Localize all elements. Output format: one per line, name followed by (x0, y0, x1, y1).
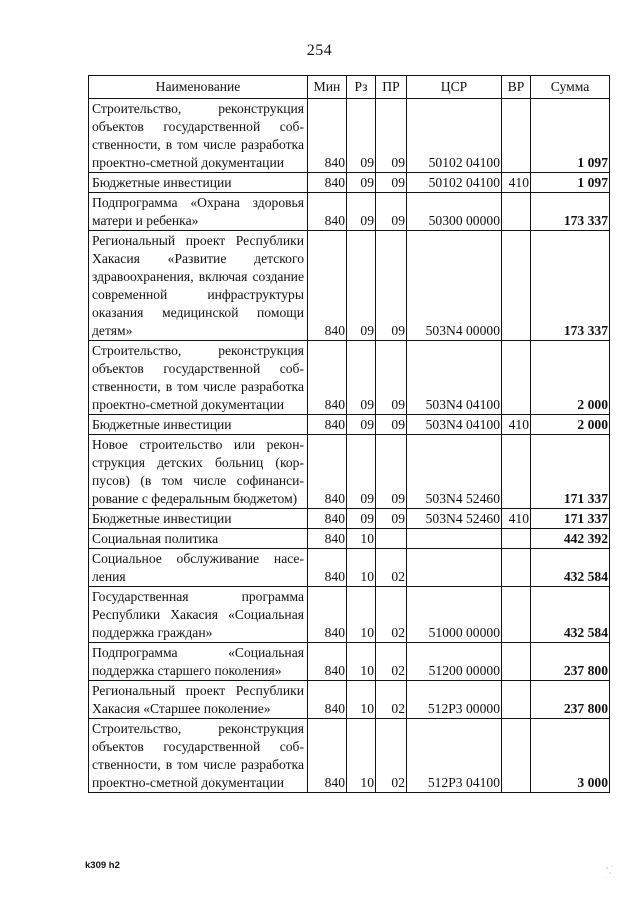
row-name: Социальная политика (89, 529, 308, 549)
table-row (89, 435, 610, 509)
row-sum: 237 800 (531, 643, 610, 681)
row-vr (502, 341, 531, 415)
row-min: 840 (308, 643, 347, 681)
row-name: Подпрограмма «Социальная поддержка старшего поколения» (89, 643, 308, 681)
row-vr (502, 643, 531, 681)
table-row (89, 549, 610, 587)
table-row (89, 587, 610, 643)
row-pr: 09 (376, 435, 407, 509)
table-row (89, 681, 610, 719)
row-vr: 410 (502, 509, 531, 529)
table-row (89, 529, 610, 549)
table-row (89, 99, 610, 173)
table-header-row (89, 76, 610, 99)
row-min: 840 (308, 193, 347, 231)
row-name: Бюджетные инвестиции (89, 415, 308, 435)
row-rz: 09 (347, 99, 376, 173)
row-csr: 512P3 04100 (407, 719, 502, 793)
row-name: Социальное обслуживание населения (89, 549, 308, 587)
header-csr: ЦСР (407, 76, 502, 99)
row-rz: 10 (347, 549, 376, 587)
row-csr: 503N4 04100 (407, 415, 502, 435)
header-sum: Сумма (531, 76, 610, 99)
row-vr (502, 99, 531, 173)
row-name: Региональный проект Республики Хакасия «Старшее поколение» (89, 681, 308, 719)
row-sum: 2 000 (531, 341, 610, 415)
row-name: Строительство, реконструкция объектов государственной собственности, в том числе разработка проектно-сметной документации (89, 341, 308, 415)
row-csr: 50102 04100 (407, 173, 502, 193)
row-sum: 432 584 (531, 549, 610, 587)
row-min: 840 (308, 415, 347, 435)
row-min: 840 (308, 341, 347, 415)
row-rz: 09 (347, 231, 376, 341)
row-pr: 02 (376, 643, 407, 681)
row-vr (502, 193, 531, 231)
row-pr (376, 529, 407, 549)
row-rz: 10 (347, 587, 376, 643)
row-name: Новое строительство или реконструкция детских больниц (корпусов) (в том числе софинансирование с федеральным бюджетом) (89, 435, 308, 509)
header-min: Мин (308, 76, 347, 99)
row-sum: 3 000 (531, 719, 610, 793)
table-row (89, 231, 610, 341)
row-csr (407, 529, 502, 549)
row-name: Строительство, реконструкция объектов государственной собственности, в том числе разработка проектно-сметной документации (89, 719, 308, 793)
row-sum: 442 392 (531, 529, 610, 549)
table-row (89, 509, 610, 529)
row-csr: 503N4 52460 (407, 435, 502, 509)
row-vr (502, 435, 531, 509)
row-csr (407, 549, 502, 587)
row-pr: 02 (376, 587, 407, 643)
row-name: Бюджетные инвестиции (89, 173, 308, 193)
row-pr: 09 (376, 193, 407, 231)
row-vr (502, 587, 531, 643)
header-rz: Рз (347, 76, 376, 99)
row-rz: 10 (347, 719, 376, 793)
row-sum: 173 337 (531, 193, 610, 231)
row-name: Региональный проект Республики Хакасия «Развитие детского здравоохранения, включая создание современной инфраструктуры оказания медицинской помощи детям» (89, 231, 308, 341)
row-csr: 503N4 04100 (407, 341, 502, 415)
scan-artifact (603, 863, 617, 881)
row-vr: 410 (502, 415, 531, 435)
row-min: 840 (308, 231, 347, 341)
row-csr: 51000 00000 (407, 587, 502, 643)
row-csr: 503N4 52460 (407, 509, 502, 529)
row-pr: 09 (376, 341, 407, 415)
row-vr (502, 549, 531, 587)
row-pr: 09 (376, 415, 407, 435)
row-min: 840 (308, 173, 347, 193)
header-pr: ПР (376, 76, 407, 99)
row-min: 840 (308, 549, 347, 587)
row-csr: 50102 04100 (407, 99, 502, 173)
row-pr: 02 (376, 549, 407, 587)
row-sum: 1 097 (531, 173, 610, 193)
table-row (89, 643, 610, 681)
row-name: Строительство, реконструкция объектов государственной собственности, в том числе разработка проектно-сметной документации (89, 99, 308, 173)
header-vr: ВР (502, 76, 531, 99)
row-name: Бюджетные инвестиции (89, 509, 308, 529)
row-rz: 10 (347, 681, 376, 719)
header-name: Наименование (89, 76, 308, 99)
table-row (89, 173, 610, 193)
row-min: 840 (308, 719, 347, 793)
row-vr: 410 (502, 173, 531, 193)
row-sum: 173 337 (531, 231, 610, 341)
row-vr (502, 529, 531, 549)
row-pr: 02 (376, 719, 407, 793)
table-row (89, 415, 610, 435)
row-vr (502, 231, 531, 341)
row-rz: 09 (347, 341, 376, 415)
row-vr (502, 681, 531, 719)
row-pr: 09 (376, 509, 407, 529)
row-sum: 237 800 (531, 681, 610, 719)
row-rz: 09 (347, 173, 376, 193)
row-min: 840 (308, 435, 347, 509)
row-rz: 09 (347, 435, 376, 509)
row-sum: 432 584 (531, 587, 610, 643)
document-code: k309 h2 (85, 860, 120, 871)
row-rz: 09 (347, 509, 376, 529)
row-sum: 1 097 (531, 99, 610, 173)
row-pr: 09 (376, 99, 407, 173)
row-rz: 10 (347, 529, 376, 549)
row-sum: 171 337 (531, 435, 610, 509)
row-sum: 171 337 (531, 509, 610, 529)
page-number: 254 (306, 42, 333, 59)
row-pr: 09 (376, 231, 407, 341)
table-row (89, 193, 610, 231)
row-rz: 09 (347, 193, 376, 231)
row-sum: 2 000 (531, 415, 610, 435)
table-row (89, 719, 610, 793)
row-name: Государственная программа Республики Хакасия «Социальная поддержка граждан» (89, 587, 308, 643)
row-csr: 503N4 00000 (407, 231, 502, 341)
row-pr: 02 (376, 681, 407, 719)
row-csr: 50300 00000 (407, 193, 502, 231)
budget-table (88, 75, 610, 793)
row-min: 840 (308, 529, 347, 549)
row-vr (502, 719, 531, 793)
row-rz: 09 (347, 415, 376, 435)
row-csr: 51200 00000 (407, 643, 502, 681)
row-csr: 512P3 00000 (407, 681, 502, 719)
table-row (89, 341, 610, 415)
row-min: 840 (308, 509, 347, 529)
row-min: 840 (308, 681, 347, 719)
row-min: 840 (308, 99, 347, 173)
row-rz: 10 (347, 643, 376, 681)
row-pr: 09 (376, 173, 407, 193)
row-name: Подпрограмма «Охрана здоровья матери и ребенка» (89, 193, 308, 231)
row-min: 840 (308, 587, 347, 643)
